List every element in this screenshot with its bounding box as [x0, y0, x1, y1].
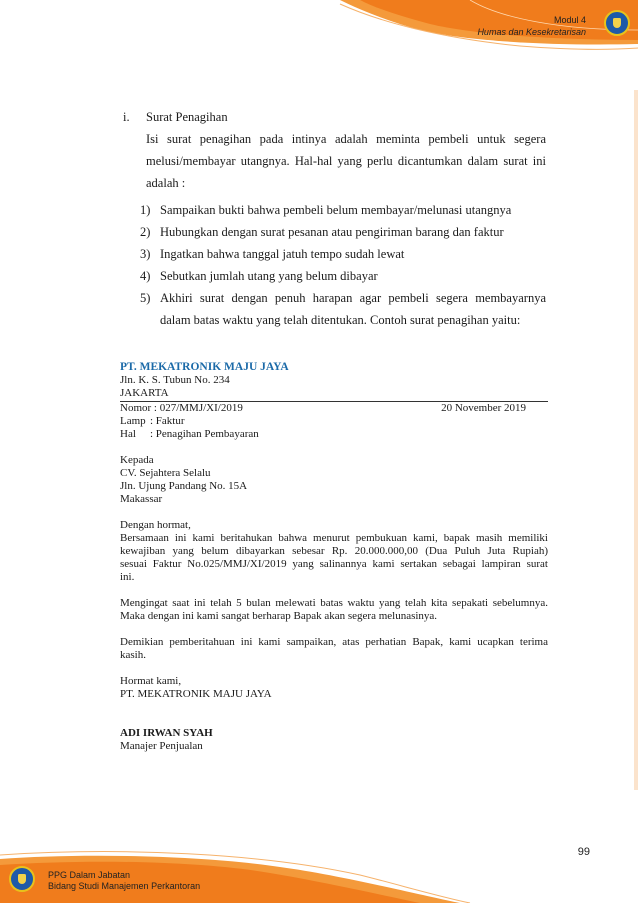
subject-key: Hal — [120, 428, 136, 440]
module-label: Modul 4 — [553, 15, 586, 25]
footer-field: Bidang Studi Manajemen Perkantoran — [48, 881, 201, 891]
list-item-text: Akhiri surat dengan penuh harapan agar pembeli segera membayarnya — [160, 291, 546, 305]
tut-wuri-logo-icon — [9, 866, 35, 892]
list-item-text: Ingatkan bahwa tanggal jatuh tempo sudah lewat — [160, 247, 405, 261]
example-letter — [120, 361, 548, 753]
footer-text-block — [48, 870, 200, 892]
recipient-line: Jln. Ujung Pandang No. 15A — [120, 480, 248, 492]
letter-attachment — [120, 415, 548, 428]
attachment-value: : Faktur — [150, 415, 185, 427]
letter-date: 20 November 2019 — [441, 402, 526, 414]
list-item-number: 4) — [140, 269, 151, 283]
intro-line: Isi surat penagihan pada intinya adalah meminta pembeli untuk segera — [146, 132, 546, 146]
list-item — [123, 265, 546, 287]
paragraph-line: Demikian pemberitahuan ini kami sampaikan, atas perhatian Bapak, kami ucapkan terima — [120, 636, 548, 648]
section-title: Surat Penagihan — [146, 110, 228, 124]
paragraph-line: ini. — [120, 571, 135, 583]
letter-subject — [120, 428, 548, 441]
paragraph-line: Maka dengan ini kami sangat berharap Bapak akan segera melunasinya. — [120, 610, 438, 622]
letter-paragraph — [120, 636, 548, 662]
intro-line: melusi/membayar utangnya. Hal-hal yang perlu dicantumkan dalam surat ini — [146, 154, 546, 168]
paragraph-line: kewajiban yang belum dibayarkan sebesar Rp. 20.000.000,00 (Dua Puluh Juta Rupiah) — [120, 545, 548, 557]
list-item-number: 5) — [140, 291, 151, 305]
module-subtitle: Humas dan Kesekretarisan — [477, 27, 586, 37]
list-item-text: Sebutkan jumlah utang yang belum dibayar — [160, 269, 378, 283]
letter-paragraph — [120, 532, 548, 584]
paragraph-line: Bersamaan ini kami beritahukan bahwa menurut pembukuan kami, bapak masih memiliki — [120, 532, 548, 544]
section-label: i. — [123, 110, 130, 124]
letter-number: Nomor : 027/MMJ/XI/2019 — [120, 402, 243, 414]
letter-closing: Hormat kami, — [120, 675, 182, 687]
letterhead-company: PT. MEKATRONIK MAJU JAYA — [120, 361, 289, 373]
letterhead-address: Jln. K. S. Tubun No. 234 — [120, 374, 230, 386]
attachment-key: Lamp — [120, 415, 146, 427]
requirements-list — [123, 199, 546, 331]
signer-name: ADI IRWAN SYAH — [120, 727, 213, 739]
letter-paragraph — [120, 597, 548, 623]
tut-wuri-logo-icon — [604, 10, 630, 36]
list-item-text: dalam batas waktu yang telah ditentukan. Contoh surat penagihan yaitu: — [160, 313, 521, 327]
page-number: 99 — [577, 846, 590, 858]
recipient-line: Kepada — [120, 454, 154, 466]
list-item — [123, 287, 546, 331]
letterhead-city: JAKARTA — [120, 387, 169, 399]
paragraph-line: Mengingat saat ini telah 5 bulan melewati batas waktu yang telah kita sepakati sebelumnya. — [120, 597, 548, 609]
paragraph-line: sesuai Faktur No.025/MMJ/XI/2019 yang salinannya kami sertakan sebagai lampiran surat — [120, 558, 548, 570]
letter-number-row — [120, 402, 548, 415]
list-item-number: 2) — [140, 225, 151, 239]
recipient-line: CV. Sejahtera Selalu — [120, 467, 211, 479]
list-item-number: 1) — [140, 203, 151, 217]
signer-title: Manajer Penjualan — [120, 740, 203, 752]
list-item-text: Sampaikan bukti bahwa pembeli belum membayar/melunasi utangnya — [160, 203, 512, 217]
header-title-block — [477, 14, 586, 38]
right-edge-decoration — [630, 90, 638, 790]
recipient-line: Makassar — [120, 493, 163, 505]
paragraph-line: kasih. — [120, 649, 146, 661]
list-item — [123, 221, 546, 243]
subject-value: : Penagihan Pembayaran — [150, 428, 259, 440]
list-item — [123, 243, 546, 265]
list-item-number: 3) — [140, 247, 151, 261]
letter-greeting: Dengan hormat, — [120, 519, 191, 531]
section-intro — [146, 128, 546, 194]
list-item — [123, 199, 546, 221]
letter-closing-company: PT. MEKATRONIK MAJU JAYA — [120, 688, 272, 700]
intro-line: adalah : — [146, 176, 186, 190]
list-item-text: Hubungkan dengan surat pesanan atau pengiriman barang dan faktur — [160, 225, 504, 239]
footer-program: PPG Dalam Jabatan — [48, 870, 131, 880]
